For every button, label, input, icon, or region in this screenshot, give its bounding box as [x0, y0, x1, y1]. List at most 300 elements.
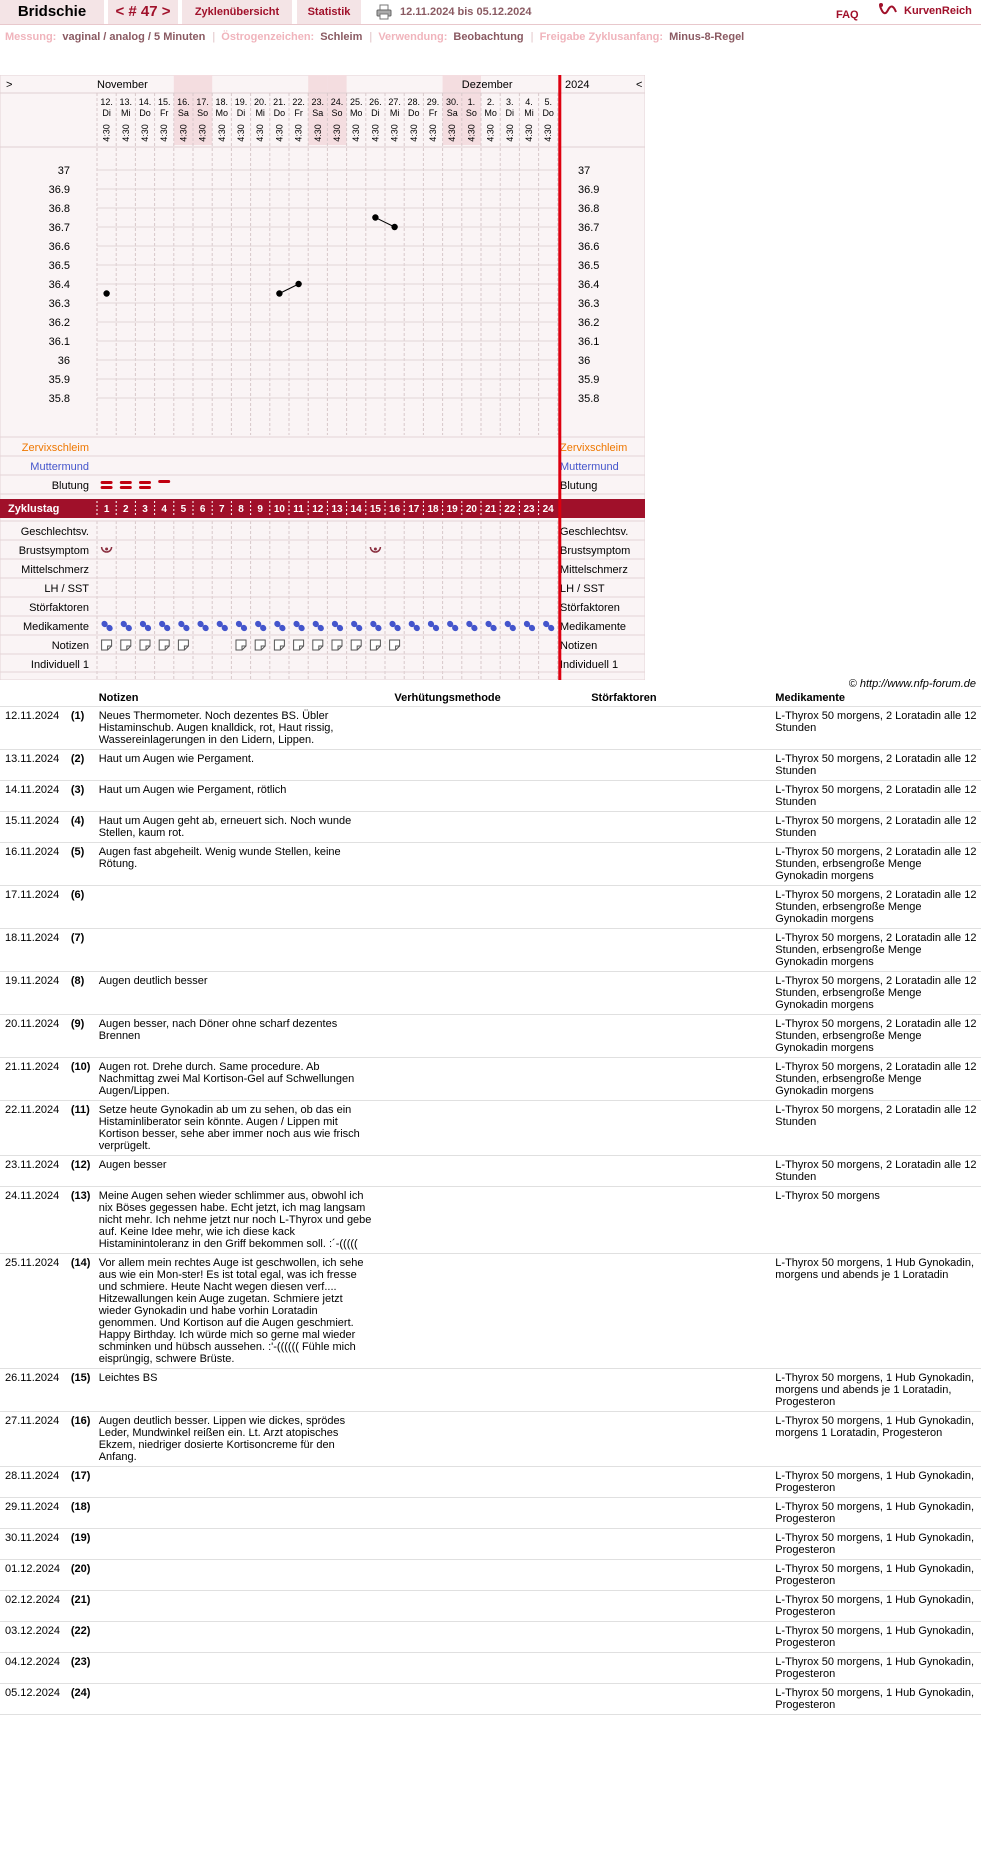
copyright: © http://www.nfp-forum.de: [848, 678, 976, 690]
cycle-day-number: 7: [219, 504, 225, 515]
note-text: [99, 886, 395, 929]
day-date: 4.: [525, 97, 533, 107]
cycle-day-number: 3: [142, 504, 148, 515]
note-medikamente: L-Thyrox 50 morgens, 1 Hub Gynokadin, morgens und abends je 1 Loratadin, Progesteron: [775, 1369, 981, 1412]
temperature-point: [295, 281, 301, 287]
bleeding-mark: [139, 486, 151, 489]
day-weekday: So: [331, 108, 343, 118]
note-date: 12.11.2024: [0, 707, 71, 750]
day-date: 28.: [407, 97, 421, 107]
day-date: 22.: [292, 97, 305, 107]
info-label-messung: Messung:: [5, 31, 57, 43]
note-text: Augen rot. Drehe durch. Same procedure. Ab Nachmittag zwei Mal Kortison-Gel auf Schwellungen Augen/Lippen.: [99, 1058, 395, 1101]
day-time: 4:30: [332, 124, 342, 142]
cycle-day-number: 19: [446, 504, 458, 515]
day-time: 4:30: [101, 124, 112, 142]
row-label-right: Medikamente: [560, 621, 627, 633]
day-weekday: Di: [102, 108, 111, 118]
day-time: 4:30: [178, 124, 189, 142]
y-tick-label-left: 35.8: [48, 393, 70, 405]
note-cycle-day: (23): [71, 1653, 99, 1684]
row-label-left: Blutung: [51, 480, 89, 492]
day-time: 4:30: [466, 124, 477, 142]
row-label-left: Zervixschleim: [21, 442, 89, 454]
note-text: Haut um Augen geht ab, erneuert sich. Noch wunde Stellen, kaum rot.: [99, 812, 395, 843]
header-day: [71, 690, 99, 707]
y-tick-label-left: 36.3: [48, 298, 70, 310]
note-text: [99, 1653, 395, 1684]
day-time: 4:30: [197, 124, 208, 142]
note-cycle-day: (5): [71, 843, 99, 886]
cycle-day-number: 23: [523, 504, 535, 515]
day-date: 26.: [369, 97, 382, 107]
note-text: [99, 1684, 395, 1715]
day-time: 4:30: [159, 124, 170, 142]
y-tick-label-right: 36.6: [578, 241, 600, 253]
day-date: 23.: [311, 97, 325, 107]
month-label: November: [97, 79, 148, 91]
separator: |: [212, 31, 216, 43]
row-label-left: Brustsymptom: [18, 545, 89, 557]
note-stoerfaktoren: [591, 1529, 775, 1560]
note-text: Setze heute Gynokadin ab um zu sehen, ob das ein Histaminliberator sein könnte. Augen / Lippen mit Kortison besser, sehe aber immer noch aus wie frisch verprügelt.: [99, 1101, 395, 1156]
y-tick-label-right: 36.3: [578, 298, 600, 310]
note-stoerfaktoren: [591, 929, 775, 972]
day-date: 16.: [177, 97, 190, 107]
note-date: 22.11.2024: [0, 1101, 71, 1156]
day-weekday: Mi: [255, 108, 265, 118]
day-date: 2.: [486, 97, 495, 107]
note-medikamente: L-Thyrox 50 morgens, 1 Hub Gynokadin, morgens und abends je 1 Loratadin: [775, 1254, 981, 1369]
note-stoerfaktoren: [591, 1560, 775, 1591]
day-date: 17.: [196, 97, 209, 107]
note-text: Augen fast abgeheilt. Wenig wunde Stellen, keine Rötung.: [99, 843, 395, 886]
day-date: 30.: [445, 97, 459, 107]
day-date: 25.: [349, 97, 363, 107]
note-medikamente: L-Thyrox 50 morgens, 2 Loratadin alle 12 Stunden, erbsengroße Menge Gynokadin morgens: [775, 972, 981, 1015]
y-tick-label-left: 36.7: [48, 222, 70, 234]
day-weekday: Di: [505, 108, 515, 118]
note-text: Augen deutlich besser. Lippen wie dickes, sprödes Leder, Mundwinkel reißen ein. Lt. Arzt atopisches Ekzem, niedriger dosierte Kortisoncreme für den Anfang.: [99, 1412, 395, 1467]
note-text: [99, 1591, 395, 1622]
cycle-day-number: 9: [257, 504, 263, 515]
day-date: 19.: [234, 97, 248, 107]
day-weekday: Di: [236, 108, 246, 118]
nav-right-arrow[interactable]: <: [636, 79, 643, 91]
note-medikamente: L-Thyrox 50 morgens, 2 Loratadin alle 12 Stunden: [775, 750, 981, 781]
y-tick-label-right: 35.8: [578, 393, 600, 405]
logo-text: KurvenReich: [904, 5, 972, 17]
note-cycle-day: (12): [71, 1156, 99, 1187]
note-cycle-day: (3): [71, 781, 99, 812]
faq-link[interactable]: FAQ: [836, 9, 859, 21]
day-date: 21.: [273, 97, 286, 107]
note-date: 03.12.2024: [0, 1622, 71, 1653]
bleeding-mark: [101, 481, 113, 484]
row-label-left: Mittelschmerz: [21, 564, 89, 576]
y-tick-label-left: 36.8: [48, 203, 70, 215]
day-time: 4:30: [543, 124, 554, 142]
y-tick-label-right: 36.9: [578, 184, 600, 196]
note-cycle-day: (11): [71, 1101, 99, 1156]
day-date: 3.: [506, 97, 514, 107]
header-stoerfaktoren: Störfaktoren: [591, 690, 775, 707]
day-weekday: Mi: [389, 108, 400, 118]
note-stoerfaktoren: [591, 1369, 775, 1412]
note-verhuetung: [394, 1467, 591, 1498]
cycle-day-number: 6: [199, 504, 206, 515]
note-date: 01.12.2024: [0, 1560, 71, 1591]
note-text: [99, 1560, 395, 1591]
notes-row: [0, 1653, 981, 1684]
date-range: 12.11.2024 bis 05.12.2024: [400, 6, 532, 18]
row-label-right: Geschlechtsv.: [560, 526, 629, 538]
note-medikamente: L-Thyrox 50 morgens, 2 Loratadin alle 12 Stunden, erbsengroße Menge Gynokadin morgens: [775, 886, 981, 929]
note-medikamente: L-Thyrox 50 morgens, 1 Hub Gynokadin, Progesteron: [775, 1560, 981, 1591]
note-verhuetung: [394, 707, 591, 750]
header-notizen: Notizen: [99, 690, 395, 707]
day-time: 4:30: [485, 124, 496, 142]
cycle-day-number: 5: [180, 504, 187, 515]
row-label-right: Muttermund: [560, 461, 619, 473]
bleeding-mark: [120, 481, 132, 484]
row-label-left: Störfaktoren: [29, 602, 89, 614]
nav-left-arrow[interactable]: >: [6, 79, 13, 91]
day-time: 4:30: [293, 124, 304, 142]
tab-zyklenuebersicht[interactable]: Zyklenübersicht: [182, 0, 292, 24]
note-text: [99, 1498, 395, 1529]
row-label-right: Zervixschleim: [560, 442, 628, 454]
notes-row: [0, 1684, 981, 1715]
note-medikamente: L-Thyrox 50 morgens, 2 Loratadin alle 12 Stunden: [775, 812, 981, 843]
note-stoerfaktoren: [591, 1622, 775, 1653]
info-value-freigabe: Minus-8-Regel: [669, 31, 745, 43]
notes-row: [0, 1254, 981, 1369]
note-cycle-day: (22): [71, 1622, 99, 1653]
note-text: [99, 1467, 395, 1498]
separator: |: [369, 31, 373, 43]
notes-row: [0, 1467, 981, 1498]
note-medikamente: L-Thyrox 50 morgens, 2 Loratadin alle 12 Stunden, erbsengroße Menge Gynokadin morgens: [775, 929, 981, 972]
day-weekday: Di: [371, 108, 380, 118]
note-date: 02.12.2024: [0, 1591, 71, 1622]
day-date: 24.: [330, 97, 344, 107]
note-date: 19.11.2024: [0, 972, 71, 1015]
day-time: 4:30: [389, 124, 400, 142]
y-tick-label-right: 36.5: [578, 260, 600, 272]
day-date: 29.: [426, 97, 440, 107]
day-time: 4:30: [140, 124, 150, 142]
day-time: 4:30: [312, 124, 323, 142]
note-text: Leichtes BS: [99, 1369, 395, 1412]
note-text: [99, 1529, 395, 1560]
bleeding-mark: [158, 480, 170, 483]
note-date: 15.11.2024: [0, 812, 71, 843]
note-text: [99, 1622, 395, 1653]
note-date: 24.11.2024: [0, 1187, 71, 1254]
note-cycle-day: (2): [71, 750, 99, 781]
printer-icon[interactable]: [376, 4, 392, 20]
note-medikamente: L-Thyrox 50 morgens, 1 Hub Gynokadin, Progesteron: [775, 1653, 981, 1684]
note-date: 29.11.2024: [0, 1498, 71, 1529]
day-weekday: Fr: [428, 108, 438, 118]
note-date: 20.11.2024: [0, 1015, 71, 1058]
y-tick-label-left: 36.2: [48, 317, 70, 329]
note-cycle-day: (14): [71, 1254, 99, 1369]
day-date: 1.: [467, 97, 476, 107]
note-verhuetung: [394, 1498, 591, 1529]
day-weekday: Sa: [177, 108, 189, 118]
note-cycle-day: (16): [71, 1412, 99, 1467]
note-stoerfaktoren: [591, 1498, 775, 1529]
note-text: Vor allem mein rechtes Auge ist geschwollen, ich sehe aus wie ein Mon-ster! Es ist total egal, was ich fresse und schmiere. Heute Nacht wegen diesen verf.... Hitzewallungen kein Auge zugetan. Schmiere jetzt wieder Gynokadin und habe vorhin Loratadin genommen. Und Kortison auf die Augen geschmiert. Happy Birthday. Ich würde mich so gerne mal wieder schminken und hübsch aussehen. :'-(((((( Fühle mich eisprüngig, schwere Brüste.: [99, 1254, 395, 1369]
day-time: 4:30: [255, 124, 266, 142]
note-text: Haut um Augen wie Pergament.: [99, 750, 395, 781]
day-weekday: Sa: [446, 108, 458, 118]
cycle-day-number: 12: [312, 504, 324, 515]
note-verhuetung: [394, 1015, 591, 1058]
y-tick-label-right: 36.2: [578, 317, 600, 329]
logo-icon: [878, 2, 898, 20]
cycle-day-number: 20: [465, 504, 477, 515]
note-date: 30.11.2024: [0, 1529, 71, 1560]
bleeding-mark: [139, 481, 151, 484]
note-text: Meine Augen sehen wieder schlimmer aus, obwohl ich nix Böses gegessen habe. Echt jetzt, ich mag langsam nicht mehr. Ich nehme jetzt nur noch L-Thyrox und gebe auf. Keine Idee mehr, wie ich diese kack Histaminintoleranz in den Griff bekommen soll. :´-(((((: [99, 1187, 395, 1254]
y-tick-label-left: 36.5: [48, 260, 70, 272]
note-verhuetung: [394, 812, 591, 843]
note-date: 25.11.2024: [0, 1254, 71, 1369]
note-stoerfaktoren: [591, 1467, 775, 1498]
note-text: Neues Thermometer. Noch dezentes BS. Übler Histaminschub. Augen knalldick, rot, Haut rissig, Wassereinlagerungen in den Lidern, Lippen.: [99, 707, 395, 750]
note-cycle-day: (15): [71, 1369, 99, 1412]
note-stoerfaktoren: [591, 1101, 775, 1156]
notes-row: [0, 886, 981, 929]
separator: |: [530, 31, 534, 43]
day-weekday: Do: [408, 108, 420, 118]
month-label: Dezember: [461, 79, 513, 91]
cycle-day-number: 2: [123, 504, 129, 515]
note-cycle-day: (13): [71, 1187, 99, 1254]
note-verhuetung: [394, 929, 591, 972]
note-cycle-day: (6): [71, 886, 99, 929]
note-verhuetung: [394, 1369, 591, 1412]
cycle-navigator[interactable]: < # 47 >: [108, 0, 178, 24]
notes-row: [0, 1622, 981, 1653]
note-medikamente: L-Thyrox 50 morgens, 1 Hub Gynokadin, Progesteron: [775, 1498, 981, 1529]
cycle-day-number: 17: [408, 504, 420, 515]
note-cycle-day: (20): [71, 1560, 99, 1591]
cycle-day-label: Zyklustag: [8, 503, 60, 515]
cycle-day-number: 21: [485, 504, 497, 515]
note-stoerfaktoren: [591, 1653, 775, 1684]
notes-row: [0, 843, 981, 886]
cycle-day-number: 11: [293, 504, 304, 515]
row-label-right: Individuell 1: [560, 659, 619, 671]
note-text: Augen besser, nach Döner ohne scharf dezentes Brennen: [99, 1015, 395, 1058]
note-date: 16.11.2024: [0, 843, 71, 886]
note-cycle-day: (24): [71, 1684, 99, 1715]
notes-row: [0, 1498, 981, 1529]
note-stoerfaktoren: [591, 972, 775, 1015]
day-time: 4:30: [504, 124, 515, 142]
temperature-point: [391, 224, 397, 230]
note-verhuetung: [394, 843, 591, 886]
note-stoerfaktoren: [591, 1412, 775, 1467]
note-cycle-day: (18): [71, 1498, 99, 1529]
note-verhuetung: [394, 781, 591, 812]
cycle-day-number: 4: [161, 504, 167, 515]
note-date: 18.11.2024: [0, 929, 71, 972]
note-stoerfaktoren: [591, 1591, 775, 1622]
note-cycle-day: (9): [71, 1015, 99, 1058]
note-date: 21.11.2024: [0, 1058, 71, 1101]
note-medikamente: L-Thyrox 50 morgens, 2 Loratadin alle 12 Stunden: [775, 1156, 981, 1187]
day-time: 4:30: [120, 124, 131, 142]
header-verhuetung: Verhütungsmethode: [394, 690, 591, 707]
y-tick-label-right: 36.1: [578, 336, 600, 348]
info-label-oestrogen: Östrogenzeichen:: [221, 31, 315, 43]
top-bar: [0, 0, 981, 25]
cycle-day-number: 18: [427, 504, 439, 515]
y-tick-label-right: 36.7: [578, 222, 600, 234]
note-verhuetung: [394, 1591, 591, 1622]
note-cycle-day: (1): [71, 707, 99, 750]
note-verhuetung: [394, 1101, 591, 1156]
breast-symptom-icon: [374, 548, 377, 551]
note-date: 14.11.2024: [0, 781, 71, 812]
info-label-verwendung: Verwendung:: [378, 31, 448, 43]
day-date: 18.: [215, 97, 229, 107]
row-label-left: LH / SST: [44, 583, 89, 595]
cycle-day-number: 16: [389, 504, 401, 515]
notes-row: [0, 707, 981, 750]
day-weekday: Mo: [484, 108, 497, 118]
bleeding-mark: [101, 486, 113, 489]
y-tick-label-left: 35.9: [48, 374, 70, 386]
day-weekday: Mo: [215, 108, 229, 118]
cycle-day-number: 13: [331, 504, 343, 515]
day-time: 4:30: [524, 124, 534, 142]
note-verhuetung: [394, 1058, 591, 1101]
note-text: Haut um Augen wie Pergament, rötlich: [99, 781, 395, 812]
day-weekday: Do: [273, 108, 286, 118]
notes-row: [0, 1187, 981, 1254]
note-stoerfaktoren: [591, 1015, 775, 1058]
cycle-day-number: 14: [350, 504, 362, 515]
tab-statistik[interactable]: Statistik: [297, 0, 361, 24]
info-bar: [5, 30, 748, 44]
info-value-oestrogen: Schleim: [320, 31, 363, 43]
cycle-day-number: 1: [103, 504, 110, 515]
notes-table: [0, 690, 981, 1715]
day-date: 20.: [253, 97, 267, 107]
day-time: 4:30: [447, 124, 458, 142]
day-weekday: Do: [542, 108, 554, 118]
temperature-point: [372, 214, 378, 220]
note-verhuetung: [394, 1653, 591, 1684]
note-date: 28.11.2024: [0, 1467, 71, 1498]
notes-row: [0, 1412, 981, 1467]
notes-row: [0, 1058, 981, 1101]
row-label-left: Geschlechtsv.: [20, 526, 89, 538]
note-stoerfaktoren: [591, 781, 775, 812]
day-weekday: So: [197, 108, 209, 118]
note-stoerfaktoren: [591, 1058, 775, 1101]
y-tick-label-left: 36.9: [48, 184, 70, 196]
note-medikamente: L-Thyrox 50 morgens, 2 Loratadin alle 12 Stunden: [775, 1101, 981, 1156]
cycle-day-number: 10: [273, 504, 285, 515]
notes-row: [0, 781, 981, 812]
cycle-day-number: 24: [542, 504, 554, 515]
note-verhuetung: [394, 1254, 591, 1369]
day-weekday: Mi: [121, 108, 131, 118]
day-weekday: Sa: [312, 108, 324, 118]
temperature-point: [276, 290, 282, 296]
cycle-day-number: 22: [504, 504, 516, 515]
y-tick-label-left: 36.1: [48, 336, 70, 348]
notes-row: [0, 1369, 981, 1412]
y-tick-label-right: 35.9: [578, 374, 600, 386]
note-verhuetung: [394, 1529, 591, 1560]
note-stoerfaktoren: [591, 843, 775, 886]
row-label-left: Individuell 1: [30, 659, 89, 671]
day-weekday: Mo: [349, 108, 363, 118]
day-date: 12.: [100, 97, 113, 107]
temperature-point: [103, 290, 109, 296]
info-value-verwendung: Beobachtung: [453, 31, 524, 43]
day-date: 15.: [157, 97, 171, 107]
day-date: 14.: [138, 97, 152, 107]
note-medikamente: L-Thyrox 50 morgens, 1 Hub Gynokadin, Progesteron: [775, 1684, 981, 1715]
note-medikamente: L-Thyrox 50 morgens: [775, 1187, 981, 1254]
row-label-right: Brustsymptom: [560, 545, 631, 557]
note-cycle-day: (19): [71, 1529, 99, 1560]
note-date: 27.11.2024: [0, 1412, 71, 1467]
notes-row: [0, 1101, 981, 1156]
note-date: 26.11.2024: [0, 1369, 71, 1412]
note-medikamente: L-Thyrox 50 morgens, 1 Hub Gynokadin, morgens 1 Loratadin, Progesteron: [775, 1412, 981, 1467]
day-time: 4:30: [370, 124, 381, 142]
note-stoerfaktoren: [591, 1156, 775, 1187]
logo[interactable]: [878, 0, 972, 24]
note-date: 05.12.2024: [0, 1684, 71, 1715]
y-tick-label-right: 36: [578, 355, 591, 367]
notes-header-row: [0, 690, 981, 707]
note-text: [99, 929, 395, 972]
note-date: 04.12.2024: [0, 1653, 71, 1684]
notes-row: [0, 972, 981, 1015]
note-cycle-day: (21): [71, 1591, 99, 1622]
day-time: 4:30: [216, 124, 227, 142]
row-label-left: Muttermund: [30, 461, 89, 473]
y-tick-label-right: 36.8: [578, 203, 600, 215]
cycle-day-number: 8: [238, 504, 244, 515]
note-medikamente: L-Thyrox 50 morgens, 1 Hub Gynokadin, Progesteron: [775, 1529, 981, 1560]
day-weekday: Do: [139, 108, 151, 118]
note-stoerfaktoren: [591, 1254, 775, 1369]
note-medikamente: L-Thyrox 50 morgens, 1 Hub Gynokadin, Progesteron: [775, 1591, 981, 1622]
bleeding-mark: [120, 486, 132, 489]
y-tick-label-right: 36.4: [578, 279, 600, 291]
row-label-right: Notizen: [560, 640, 598, 652]
notes-row: [0, 1529, 981, 1560]
day-weekday: Fr: [294, 108, 303, 118]
note-stoerfaktoren: [591, 812, 775, 843]
note-medikamente: L-Thyrox 50 morgens, 2 Loratadin alle 12 Stunden, erbsengroße Menge Gynokadin morgens: [775, 1058, 981, 1101]
day-time: 4:30: [351, 124, 362, 142]
note-text: Augen besser: [99, 1156, 395, 1187]
notes-row: [0, 1156, 981, 1187]
